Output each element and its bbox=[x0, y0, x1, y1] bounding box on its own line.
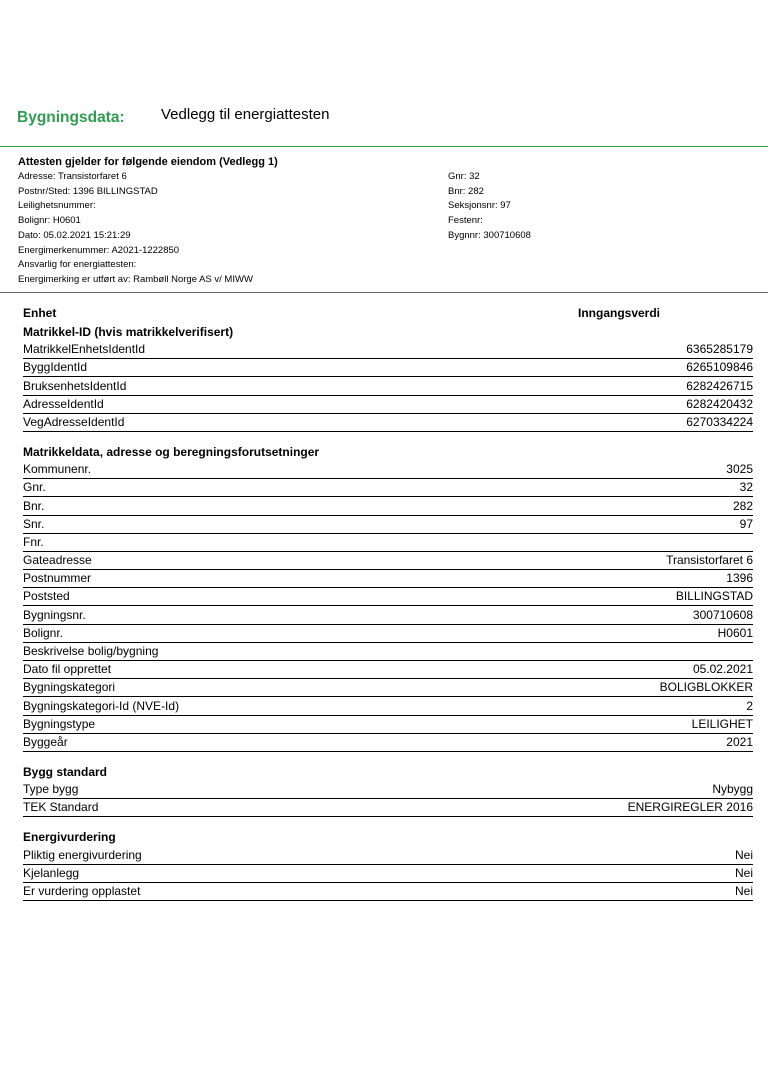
row-value: 6270334224 bbox=[686, 414, 753, 429]
info-date: Dato: 05.02.2021 15:21:29 bbox=[18, 229, 131, 241]
row-label: TEK Standard bbox=[23, 800, 99, 815]
row-value: 3025 bbox=[726, 462, 753, 477]
table-row bbox=[23, 588, 753, 606]
section-gap bbox=[23, 817, 753, 828]
info-apartment-number: Leilighetsnummer: bbox=[18, 200, 96, 212]
section-title: Matrikkeldata, adresse og beregningsforutsetninger bbox=[23, 444, 320, 459]
row-label: Bygningskategori-Id (NVE-Id) bbox=[23, 698, 180, 713]
row-value: 6265109846 bbox=[686, 360, 753, 375]
row-value: 282 bbox=[732, 498, 753, 513]
header-divider bbox=[0, 146, 768, 147]
table-row bbox=[23, 377, 753, 395]
table-row bbox=[23, 414, 753, 432]
row-label: Byggeår bbox=[23, 734, 68, 749]
info-address: Adresse: Transistorfaret 6 bbox=[18, 171, 127, 182]
info-dwelling-number: Bolignr: H0601 bbox=[18, 215, 81, 227]
row-value: Nei bbox=[734, 865, 753, 880]
table-row bbox=[23, 781, 753, 799]
row-label: Beskrivelse bolig/bygning bbox=[23, 644, 159, 658]
table-row bbox=[23, 606, 753, 624]
table-row bbox=[23, 661, 753, 679]
row-label: MatrikkelEnhetsIdentId bbox=[23, 342, 146, 357]
table-row bbox=[23, 643, 753, 661]
row-label: Bygningsnr. bbox=[23, 607, 86, 622]
info-gnr: Gnr: 32 bbox=[448, 171, 480, 182]
table-row bbox=[23, 734, 753, 752]
table-row bbox=[23, 799, 753, 817]
table-row bbox=[23, 865, 753, 883]
row-label: Bnr. bbox=[23, 498, 45, 513]
info-bnr: Bnr: 282 bbox=[448, 185, 484, 197]
table-row bbox=[23, 570, 753, 588]
row-label: AdresseIdentId bbox=[23, 396, 104, 411]
row-label: Bygningskategori bbox=[23, 680, 116, 695]
property-info-title: Attesten gjelder for følgende eiendom (Vedlegg 1) bbox=[18, 156, 278, 168]
row-label: Kjelanlegg bbox=[23, 865, 80, 880]
property-info bbox=[18, 155, 748, 285]
info-responsible: Ansvarlig for energiattesten: bbox=[18, 259, 137, 271]
row-value: LEILIGHET bbox=[691, 716, 753, 731]
row-label: Gnr. bbox=[23, 480, 46, 495]
table-row bbox=[23, 341, 753, 359]
header-subtitle: Vedlegg til energiattesten bbox=[161, 106, 330, 123]
row-value: 6282420432 bbox=[686, 396, 753, 411]
table-sections bbox=[23, 323, 753, 901]
section-gap bbox=[23, 432, 753, 443]
table-row bbox=[23, 716, 753, 734]
column-unit-header: Enhet bbox=[23, 306, 57, 320]
table-row bbox=[23, 625, 753, 643]
column-value-header: Inngangsverdi bbox=[578, 306, 661, 320]
table-row bbox=[23, 497, 753, 515]
row-value: 05.02.2021 bbox=[692, 662, 753, 677]
row-value: Nei bbox=[734, 847, 753, 862]
row-label: VegAdresseIdentId bbox=[23, 414, 125, 429]
row-label: Postnummer bbox=[23, 571, 92, 586]
header-label: Bygningsdata: bbox=[17, 109, 125, 126]
row-value: 97 bbox=[739, 516, 753, 531]
row-value: ENERGIREGLER 2016 bbox=[627, 800, 753, 815]
row-label: Poststed bbox=[23, 589, 70, 604]
row-value: 32 bbox=[739, 480, 753, 495]
section-title: Bygg standard bbox=[23, 764, 108, 779]
info-lease-number: Festenr: bbox=[448, 215, 483, 227]
table-row bbox=[23, 516, 753, 534]
row-value: Transistorfaret 6 bbox=[666, 553, 753, 568]
row-value: 6365285179 bbox=[686, 342, 753, 357]
table-row bbox=[23, 846, 753, 864]
info-postal: Postnr/Sted: 1396 BILLINGSTAD bbox=[18, 185, 158, 197]
row-label: Kommunenr. bbox=[23, 462, 92, 477]
table-row bbox=[23, 396, 753, 414]
table-row bbox=[23, 359, 753, 377]
row-value: BILLINGSTAD bbox=[675, 589, 753, 604]
row-label: Gateadresse bbox=[23, 553, 92, 568]
row-label: Snr. bbox=[23, 516, 45, 531]
table-row bbox=[23, 461, 753, 479]
row-label: BruksenhetsIdentId bbox=[23, 378, 127, 393]
row-value: 2021 bbox=[726, 734, 753, 749]
row-label: Fnr. bbox=[23, 534, 44, 549]
section-gap bbox=[23, 752, 753, 763]
row-value: Nybygg bbox=[712, 782, 753, 797]
row-label: Dato fil opprettet bbox=[23, 662, 112, 677]
row-value: 1396 bbox=[726, 571, 753, 586]
table-row bbox=[23, 534, 753, 552]
info-section-number: Seksjonsnr: 97 bbox=[448, 200, 511, 212]
row-value: 300710608 bbox=[692, 607, 753, 622]
row-label: Type bygg bbox=[23, 782, 79, 797]
table-row bbox=[23, 552, 753, 570]
row-label: Er vurdering opplastet bbox=[23, 883, 141, 898]
table-row bbox=[23, 679, 753, 697]
info-energy-label-number: Energimerkenummer: A2021-1222850 bbox=[18, 244, 180, 256]
row-value: BOLIGBLOKKER bbox=[659, 680, 753, 695]
property-info-left bbox=[18, 170, 253, 288]
row-value: 2 bbox=[746, 698, 753, 713]
row-value: 6282426715 bbox=[686, 378, 753, 393]
row-value: H0601 bbox=[717, 625, 753, 640]
row-label: Bygningstype bbox=[23, 716, 96, 731]
info-performed-by: Energimerking er utført av: Rambøll Norge AS v/ MIWW bbox=[18, 273, 253, 285]
info-building-number: Bygnnr: 300710608 bbox=[448, 229, 531, 241]
property-info-right bbox=[448, 170, 531, 244]
building-data-table bbox=[23, 306, 753, 901]
row-value: Nei bbox=[734, 883, 753, 898]
table-row bbox=[23, 883, 753, 901]
table-row bbox=[23, 479, 753, 497]
row-label: Bolignr. bbox=[23, 625, 64, 640]
table-row bbox=[23, 697, 753, 715]
section-divider bbox=[0, 292, 768, 293]
row-label: ByggIdentId bbox=[23, 360, 88, 375]
row-label: Pliktig energivurdering bbox=[23, 847, 142, 862]
section-title: Matrikkel-ID (hvis matrikkelverifisert) bbox=[23, 325, 234, 339]
table-header bbox=[23, 306, 753, 323]
section-title: Energivurdering bbox=[23, 830, 116, 845]
